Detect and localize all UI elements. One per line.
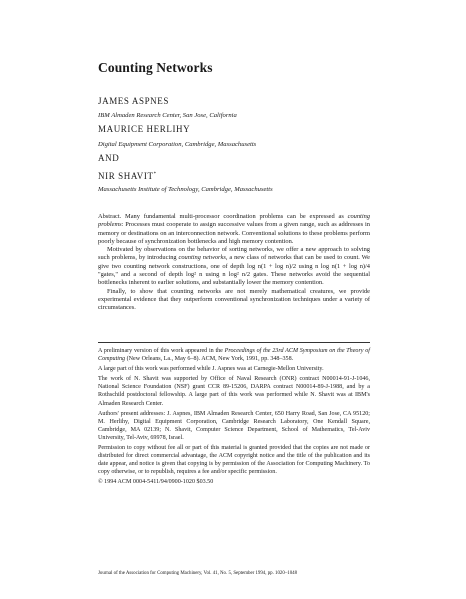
author-name-3: NIR SHAVIT* — [98, 171, 157, 181]
abstract-paragraph-1: Abstract. Many fundamental multi-processor coordination problems can be expressed as counting problems: Processes must cooperate to assign successive values from a given range, such as addresses in memory or destinations on an interconnection network. Conventional solutions to these problems perform poorly because of synchronization bottlenecks and high memory contention. — [98, 213, 370, 245]
abstract-paragraph-3: Finally, to show that counting networks are not merely mathematical creatures, we provide experimental evidence that they outperform conventional synchronization techniques under a variety of circumstances. — [98, 287, 370, 312]
abstract — [98, 213, 370, 313]
and-label: AND — [98, 153, 120, 163]
footnote-copyright: © 1994 ACM 0004-5411/94/0900-1020 $03.50 — [98, 479, 214, 486]
author-affiliation-1: IBM Almaden Research Center, San Jose, California — [98, 112, 237, 119]
footnote-permission: Permission to copy without fee all or part of this material is granted provided that the copies are not made or distributed for direct commercial advantage, the ACM copyright notice and the title of the publication and its date appear, and notice is given that copying is by permission of the Association for Computing Machinery. To copy otherwise, or to republish, requires a fee and/or specific permission. — [98, 445, 370, 476]
abstract-paragraph-2: Motivated by observations on the behavior of sorting networks, we offer a new approach to solving such problems, by introducing counting networks, a new class of networks that can be used to count. We give two counting network constructions, one of depth log n(1 + log n)/2 using n log n(1 + log n)/4 "gates," and a second of depth log² n using n log² n/2 gates. These networks avoid the sequential bottlenecks inherent to earlier solutions, and substantially lower the memory contention. — [98, 246, 370, 287]
author-affiliation-3: Massachusetts Institute of Technology, Cambridge, Massachusetts — [98, 186, 273, 193]
footnotes — [98, 347, 370, 489]
footnote-aspnes: A large part of this work was performed while J. Aspnes was at Carnegie-Mellon University. — [98, 366, 324, 373]
journal-citation: Journal of the Association for Computing Machinery, Vol. 41, No. 5, September 1994, pp. 1020–1048 — [98, 571, 298, 576]
footnote-addresses: Authors' present addresses: J. Aspnes, IBM Almaden Research Center, 650 Harry Road, San Jose, CA 95120; M. Herlihy, Digital Equipment Corporation, Cambridge Research Laboratory, One Kendall Square, Cambridge, MA 02139; N. Shavit, Computer Science Department, School of Mathematics, Tel-Aviv University, Tel-Aviv, 69978, Israel. — [98, 410, 370, 441]
footnote-funding: The work of N. Shavit was supported by Office of Naval Research (ONR) contract N00014-91-J-1046, National Science Foundation (NSF) grant CCR 89-15206, DARPA contract N00014-89-J-1988, and by a Rothschild postdoctoral fellowship. A large part of this work was performed while N. Shavit was at IBM's Almaden Research Center. — [98, 376, 370, 407]
author-affiliation-2: Digital Equipment Corporation, Cambridge, Massachusetts — [98, 141, 257, 148]
author-name-2: MAURICE HERLIHY — [98, 124, 191, 134]
footnote-rule — [98, 342, 370, 343]
footnote-preliminary-version: A preliminary version of this work appeared in the Proceedings of the 23rd ACM Symposium on the Theory of Computing (New Orleans, La., May 6–8). ACM, New York, 1991, pp. 348–358. — [98, 348, 370, 363]
paper-title: Counting Networks — [98, 60, 213, 75]
author-name-1: JAMES ASPNES — [98, 96, 169, 106]
